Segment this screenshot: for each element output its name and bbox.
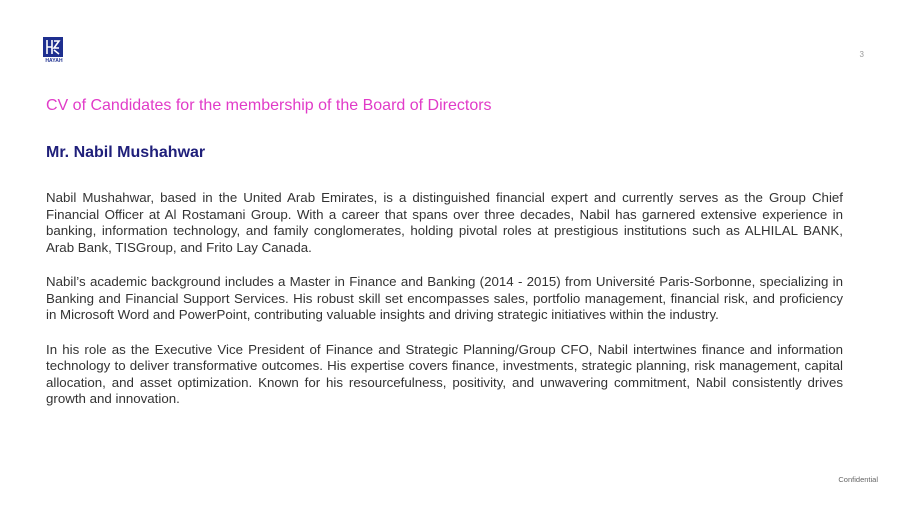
page-number: 3 (859, 50, 864, 59)
company-logo (42, 37, 66, 65)
candidate-bio (46, 190, 843, 426)
bio-paragraph: In his role as the Executive Vice President of Finance and Strategic Planning/Group CFO, Nabil intertwines finance and information technology to deliver transformative outcomes. His expertise covers finance, investments, strategic planning, risk management, capital allocation, and asset optimization. Known for his resourcefulness, positivity, and unwavering commitment, Nabil consistently drives growth and innovation. (46, 341, 843, 406)
confidential-label: Confidential (838, 475, 878, 484)
candidate-name: Mr. Nabil Mushahwar (46, 144, 206, 161)
hayah-logo-icon (43, 37, 63, 57)
logo-wordmark: HAYAH (45, 58, 63, 64)
page-title: CV of Candidates for the membership of the Board of Directors (46, 97, 492, 114)
bio-paragraph: Nabil Mushahwar, based in the United Arab Emirates, is a distinguished financial expert and currently serves as the Group Chief Financial Officer at Al Rostamani Group. With a career that spans over three decades, Nabil has garnered extensive experience in banking, information technology, and family conglomerates, holding pivotal roles at prestigious institutions such as ALHILAL BANK, Arab Bank, TISGroup, and Frito Lay Canada. (46, 190, 843, 255)
bio-paragraph: Nabil’s academic background includes a Master in Finance and Banking (2014 - 2015) from Université Paris-Sorbonne, specializing in Banking and Financial Support Services. His robust skill set encompasses sales, portfolio management, financial risk, and proficiency in Microsoft Word and PowerPoint, contributing valuable insights and driving strategic initiatives within the industry. (46, 274, 843, 322)
